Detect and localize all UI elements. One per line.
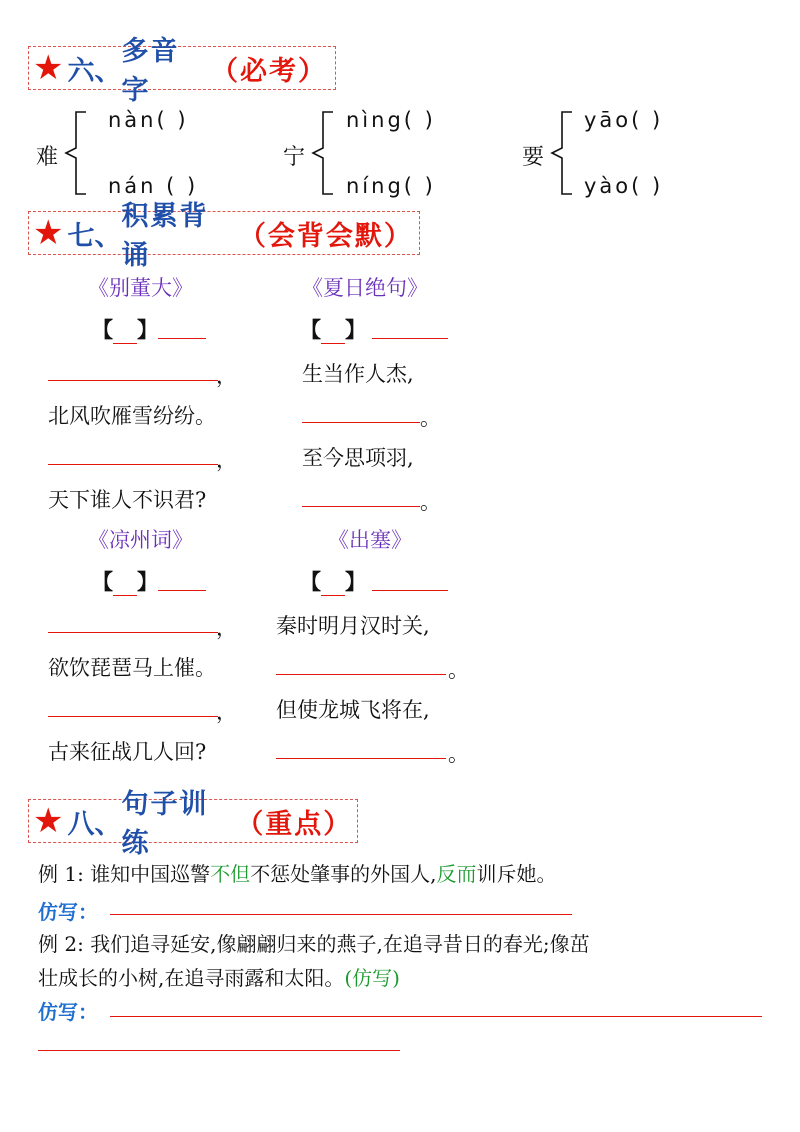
fill-blank[interactable] [48,632,218,633]
example-2-label: 例 2: [38,932,84,956]
author-blank: 【 】 [92,569,158,594]
poem-line: 但使龙城飞将在, [276,698,430,722]
polyphone-char-2: 宁 [283,145,306,170]
star-icon: ★ [33,48,64,88]
brace-icon [309,110,335,196]
section7-number: 七、 [67,220,122,252]
example-1-text-a: 谁知中国巡警 [90,862,211,886]
pinyin-top-1: nàn( ) [108,108,189,132]
pinyin-bottom-2: níng( ) [346,174,436,198]
author-blank: 【 】 [300,317,366,342]
pinyin-bottom-1: nán ( ) [108,174,199,198]
punct-comma: ， [216,616,237,640]
fill-blank[interactable] [48,464,218,465]
fill-blank[interactable] [276,674,446,675]
example-1-text-c: 训斥她。 [476,862,557,886]
section6-note: （必考） [210,55,327,87]
section8-header [28,789,358,859]
fangxie-label-1: 仿写： [38,900,98,924]
example-2-text-2: 壮成长的小树,在追寻雨露和太阳。 [38,966,345,990]
keyword-budan: 不但 [210,862,251,886]
star-icon: ★ [33,801,64,841]
author-name-blank[interactable] [158,590,206,591]
section7-title: 积累背诵 [121,201,209,271]
star-icon: ★ [33,213,64,253]
brace-icon [548,110,574,196]
poem-title: 《夏日绝句》 [302,276,428,300]
fill-blank[interactable] [276,758,446,759]
section8-number: 八、 [67,808,122,840]
dynasty-blank[interactable] [321,322,345,344]
punct-comma: ， [216,364,237,388]
poem-title: 《凉州词》 [88,528,193,552]
poem-line: 北风吹雁雪纷纷。 [48,404,216,428]
punct-period: 。 [420,490,441,514]
punct-comma: ， [216,700,237,724]
poem-title: 《出塞》 [328,528,412,552]
poem-line: 天下谁人不识君? [48,488,207,512]
fill-blank[interactable] [302,506,420,507]
punct-comma: ， [216,448,237,472]
section8-title: 句子训练 [121,789,209,859]
fangxie-label-2: 仿写： [38,1000,98,1024]
author-blank: 【 】 [92,317,158,342]
section6-title: 多音字 [121,36,180,106]
pinyin-top-3: yāo( ) [584,108,664,132]
fill-blank[interactable] [48,380,218,381]
fangxie-answer-line-1[interactable] [110,914,572,915]
dynasty-blank[interactable] [113,574,137,596]
brace-icon [62,110,88,196]
keyword-faner: 反而 [436,862,477,886]
poem-title: 《别董大》 [88,276,193,300]
polyphone-char-3: 要 [522,145,545,170]
pinyin-top-2: nìng( ) [346,108,436,132]
pinyin-bottom-3: yào( ) [584,174,664,198]
author-blank: 【 】 [300,569,366,594]
punct-period: 。 [448,658,469,682]
section8-note: （重点） [236,808,353,840]
example-2-line-2 [38,962,400,991]
polyphone-char-1: 难 [36,145,59,170]
punct-period: 。 [448,742,469,766]
section6-header [28,36,336,106]
poem-line: 秦时明月汉时关, [276,614,430,638]
fangxie-answer-line-2[interactable] [110,1016,762,1017]
poem-line: 欲饮琵琶马上催。 [48,656,216,680]
poem-line: 至今思项羽, [302,446,414,470]
example-1-text-b: 不惩处肇事的外国人, [250,862,437,886]
fangxie-tag: (仿写) [344,966,400,990]
example-2-text-1: 我们追寻延安,像翩翩归来的燕子,在追寻昔日的春光;像茁 [90,932,590,956]
dynasty-blank[interactable] [113,322,137,344]
author-name-blank[interactable] [372,590,448,591]
fill-blank[interactable] [48,716,218,717]
fill-blank[interactable] [302,422,420,423]
poem-line: 生当作人杰, [302,362,414,386]
fangxie-answer-line-3[interactable] [38,1050,400,1051]
section7-note: （会背会默） [238,220,413,252]
author-name-blank[interactable] [372,338,448,339]
dynasty-blank[interactable] [321,574,345,596]
section6-number: 六、 [67,55,122,87]
example-1 [38,858,557,887]
punct-period: 。 [420,406,441,430]
author-name-blank[interactable] [158,338,206,339]
example-1-label: 例 1: [38,862,84,886]
poem-line: 古来征战几人回? [48,740,207,764]
section7-header [28,201,420,271]
example-2-line-1 [38,928,590,957]
